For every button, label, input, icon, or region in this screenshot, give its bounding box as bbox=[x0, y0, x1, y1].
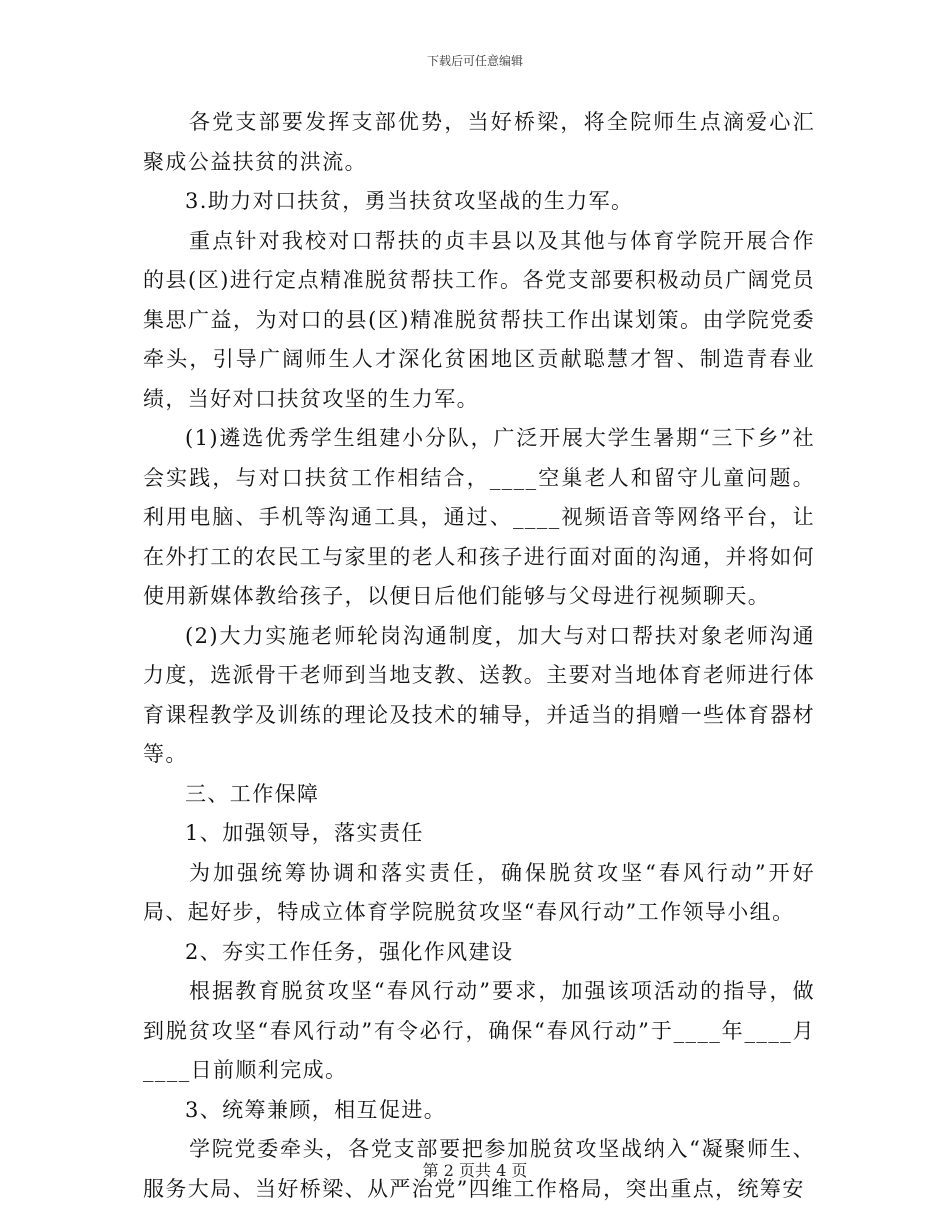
subheading-1: 1、加强领导，落实责任 bbox=[185, 821, 424, 845]
paragraph-coordination: 学院党委牵头，各党支部要把参加脱贫攻坚战纳入“凝聚师生、服务大局、当好桥梁、从严治党”四维工作格局，突出重点，统筹安 bbox=[143, 1137, 815, 1201]
paragraph-item-1: (1)遴选优秀学生组建小分队，广泛开展大学生暑期“三下乡”社会实践，与对口扶贫工作相结合，____空巢老人和留守儿童问题。利用电脑、手机等沟通工具，通过、____视频语音等网络平台，让在外打工的农民工与家里的老人和孩子进行面对面的沟通，并将如何使用新媒体教给孩子，以便日后他们能够与父母进行视频聊天。 bbox=[143, 426, 815, 608]
paragraph-targeted-aid: 重点针对我校对口帮扶的贞丰县以及其他与体育学院开展合作的县(区)进行定点精准脱贫帮扶工作。各党支部要积极动员广阔党员集思广益，为对口的县(区)精准脱贫帮扶工作出谋划策。由学院党委牵头，引导广阔师生人才深化贫困地区贡献聪慧才智、制造青春业绩，当好对口扶贫攻坚的生力军。 bbox=[143, 228, 815, 411]
subheading-3: 3、统筹兼顾，相互促进。 bbox=[185, 1097, 447, 1122]
paragraph-fundraising: 各党支部要发挥支部优势，当好桥梁，将全院师生点滴爱心汇聚成公益扶贫的洪流。 bbox=[143, 110, 815, 174]
paragraph-tasks: 根据教育脱贫攻坚“春风行动”要求，加强该项活动的指导，做到脱贫攻坚“春风行动”有令必行，确保“春风行动”于____年____月____日前顺利完成。 bbox=[143, 979, 815, 1082]
section-heading-guarantee: 三、工作保障 bbox=[185, 781, 320, 806]
subheading-2: 2、夯实工作任务，强化作风建设 bbox=[185, 939, 514, 964]
paragraph-item-2: (2)大力实施老师轮岗沟通制度，加大与对口帮扶对象老师沟通力度，选派骨干老师到当地支教、送教。主要对当地体育老师进行体育课程教学及训练的理论及技术的辅导，并适当的捐赠一些体育器材等。 bbox=[143, 623, 815, 766]
page-header: 下载后可任意编辑 bbox=[426, 54, 523, 68]
paragraph-leadership: 为加强统筹协调和落实责任，确保脱贫攻坚“春风行动”开好局、起好步，特成立体育学院脱贫攻坚“春风行动”工作领导小组。 bbox=[143, 860, 815, 924]
document-body bbox=[143, 103, 815, 1209]
page-footer: 第 2 页共 4 页 bbox=[422, 1161, 528, 1180]
section-heading-3: 3.助力对口扶贫，勇当扶贫攻坚战的生力军。 bbox=[185, 189, 634, 213]
